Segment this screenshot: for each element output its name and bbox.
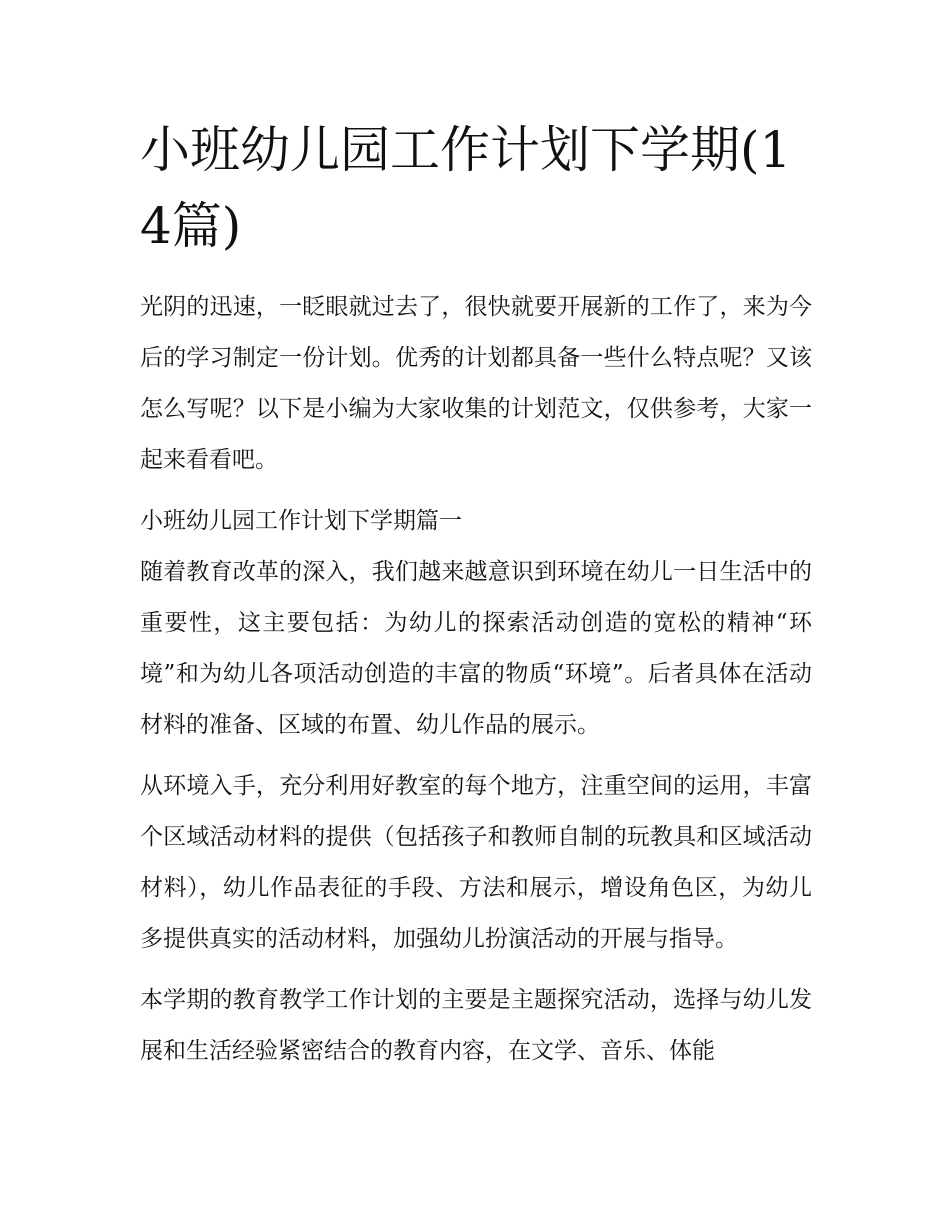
intro-paragraph: 光阴的迅速，一眨眼就过去了，很快就要开展新的工作了，来为今后的学习制定一份计划。优秀的计划都具备一些什么特点呢？又该怎么写呢？以下是小编为大家收集的计划范文，仅供参考，大家一起来看看吧。 (140, 294, 812, 473)
section-heading: 小班幼儿园工作计划下学期篇一 (140, 508, 462, 534)
body-paragraph: 随着教育改革的深入，我们越来越意识到环境在幼儿一日生活中的重要性，这主要包括：为幼儿的探索活动创造的宽松的精神“环境”和为幼儿各项活动创造的丰富的物质“环境”。后者具体在活动材料的准备、区域的布置、幼儿作品的展示。 (140, 559, 812, 738)
body-paragraph: 从环境入手，充分利用好教室的每个地方，注重空间的运用，丰富个区域活动材料的提供（包括孩子和教师自制的玩教具和区域活动材料），幼儿作品表征的手段、方法和展示，增设角色区，为幼儿多提供真实的活动材料，加强幼儿扮演活动的开展与指导。 (140, 773, 812, 952)
document-title: 小班幼儿园工作计划下学期(14篇) (140, 121, 792, 255)
body-paragraph: 本学期的教育教学工作计划的主要是主题探究活动，选择与幼儿发展和生活经验紧密结合的教育内容，在文学、音乐、体能 (140, 987, 812, 1064)
document-page (140, 112, 812, 1087)
